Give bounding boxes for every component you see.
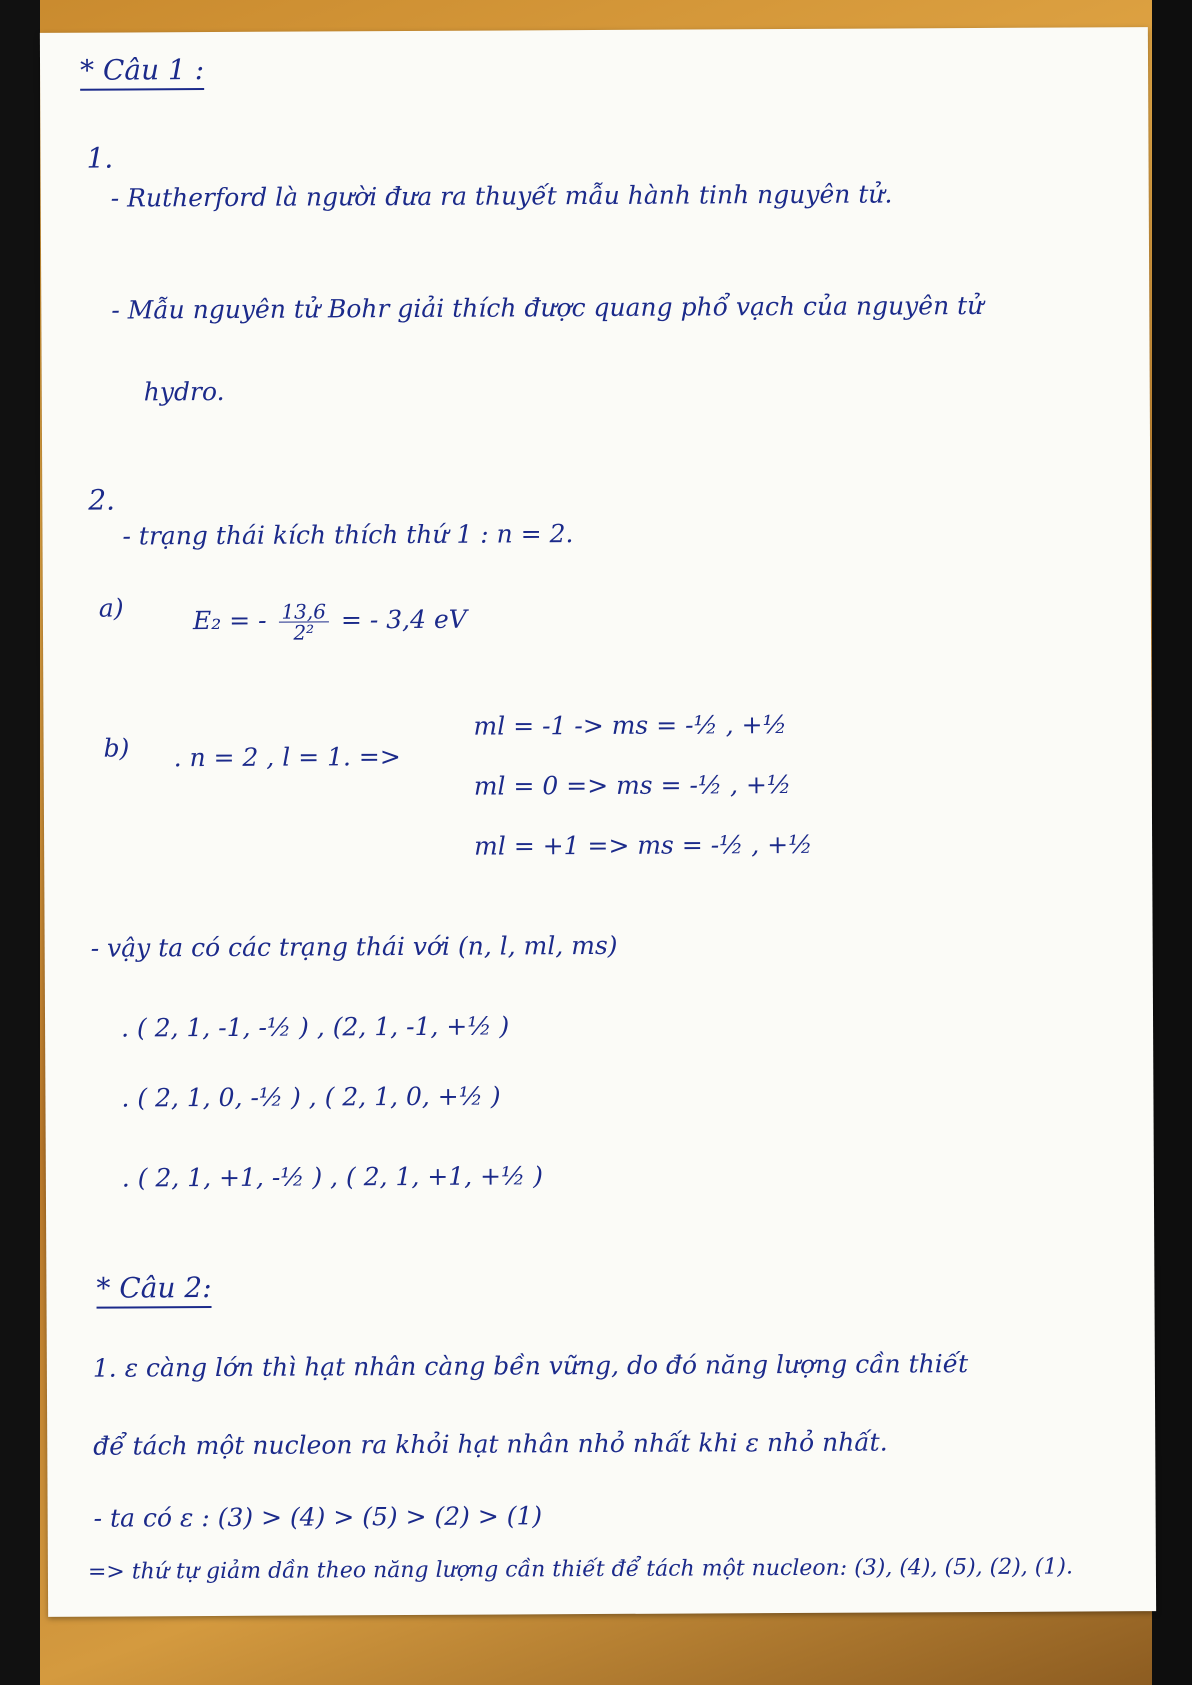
q1-states-row1: . ( 2, 1, -1, -½ ) , (2, 1, -1, +½ )	[120, 1011, 510, 1043]
q1-summary: - vậy ta có các trạng thái với (n, l, ml, ms)	[90, 930, 618, 963]
q2-line3: - ta có ε : (3) > (4) > (5) > (2) > (1)	[93, 1501, 543, 1533]
q1-b-row1: ml = -1 -> ms = -½ , +½	[473, 710, 787, 741]
q1-b-label: b)	[103, 733, 130, 763]
q1-b-text: . n = 2 , l = 1. =>	[173, 742, 401, 773]
q1-states-row3: . ( 2, 1, +1, -½ ) , ( 2, 1, +1, +½ )	[121, 1161, 544, 1193]
q1-a-lhs: E₂ = -	[192, 605, 267, 636]
q2-line1: 1. ε càng lớn thì hạt nhân càng bền vững, do đó năng lượng cần thiết	[92, 1349, 969, 1383]
q1-heading: * Câu 1 :	[80, 54, 204, 87]
q1-a-numerator: 13,6	[278, 601, 329, 622]
q2-line4: => thứ tự giảm dần theo năng lượng cần thiết để tách một nucleon: (3), (4), (5), (2), (1).	[87, 1554, 1073, 1585]
q1-b-row3: ml = +1 => ms = -½ , +½	[474, 829, 813, 861]
q1-p1-number: 1.	[86, 141, 114, 175]
background-right-edge	[1152, 0, 1192, 1685]
q1-a-fraction	[278, 599, 329, 645]
q1-b-row2: ml = 0 => ms = -½ , +½	[473, 769, 792, 801]
q1-a-rhs: = - 3,4 eV	[340, 604, 467, 635]
q1-p1-line1: - Rutherford là người đưa ra thuyết mẫu hành tinh nguyên tử.	[110, 179, 893, 213]
background-left-edge	[0, 0, 40, 1685]
q1-a-denominator: 2²	[293, 620, 315, 645]
q1-a-label: a)	[98, 593, 124, 623]
q2-line2: để tách một nucleon ra khỏi hạt nhân nhỏ nhất khi ε nhỏ nhất.	[93, 1427, 888, 1461]
q2-heading: * Câu 2:	[96, 1272, 211, 1305]
q1-p2-line1: - trạng thái kích thích thứ 1 : n = 2.	[122, 519, 574, 551]
q1-p1-line2: - Mẫu nguyên tử Bohr giải thích được quang phổ vạch của nguyên tử	[111, 290, 984, 325]
handwritten-page	[40, 27, 1156, 1617]
q1-a-equation	[193, 601, 467, 643]
q1-p2-number: 2.	[88, 483, 116, 517]
q1-states-row2: . ( 2, 1, 0, -½ ) , ( 2, 1, 0, +½ )	[121, 1081, 501, 1113]
q1-p1-line3: hydro.	[143, 376, 225, 407]
